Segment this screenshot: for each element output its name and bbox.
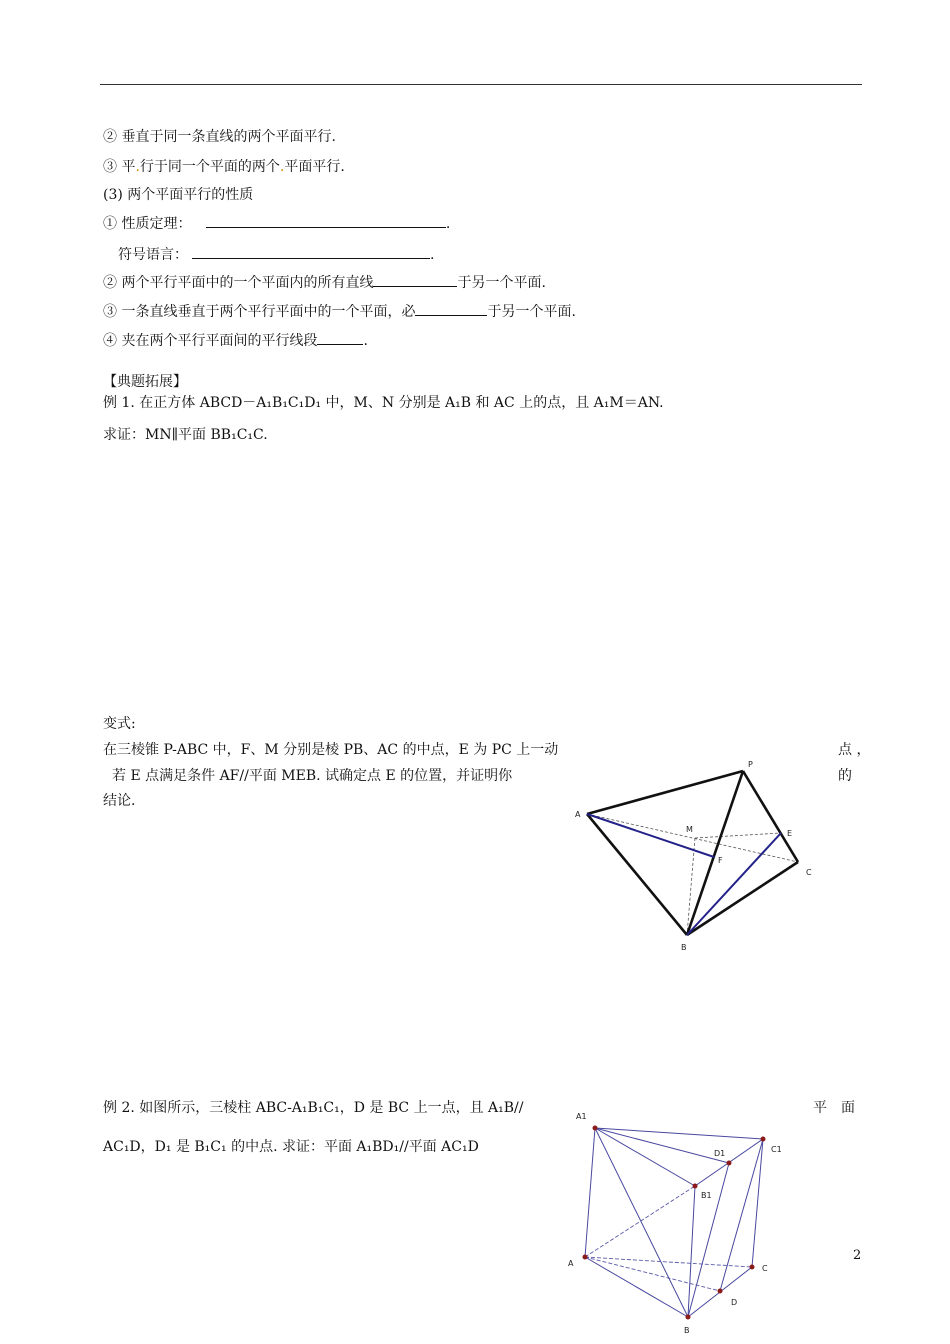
fig1-label-f: F [718, 856, 723, 865]
fig2-label-c1: C1 [771, 1145, 782, 1154]
example2-line1: 例 2. 如图所示，三棱柱 ABC-A₁B₁C₁，D 是 BC 上一点，且 A₁B// [103, 1100, 524, 1116]
fig2-label-a1: A1 [576, 1112, 587, 1121]
fig2-label-a: A [568, 1259, 574, 1268]
example2-line2: AC₁D，D₁ 是 B₁C₁ 的中点. 求证：平面 A₁BD₁//平面 AC₁D [103, 1139, 479, 1155]
fig1-label-c: C [806, 868, 812, 877]
variant-title: 变式: [103, 716, 136, 732]
text-line: ④ 夹在两个平行平面间的平行线段 . [103, 333, 368, 349]
pyramid-figure [570, 755, 820, 955]
fig2-label-b: B [684, 1326, 690, 1335]
answer-blank[interactable] [317, 331, 363, 345]
example1-line2: 求证：MN∥平面 BB₁C₁C. [103, 427, 268, 443]
answer-blank[interactable] [192, 245, 430, 259]
fig2-label-d: D [731, 1298, 738, 1307]
variant-line2: 若 E 点满足条件 AF//平面 MEB. 试确定点 E 的位置，并证明你 [112, 768, 513, 784]
fig1-label-e: E [787, 829, 793, 838]
text-line: (3) 两个平面平行的性质 [103, 187, 254, 203]
text-line: ① 性质定理： . [103, 216, 451, 232]
answer-blank[interactable] [373, 273, 457, 287]
answer-blank[interactable] [206, 214, 446, 228]
fig1-label-b: B [681, 943, 687, 952]
fig1-label-a: A [575, 810, 581, 819]
text-line: ③ 平.行于同一个平面的两个.平面平行. [103, 159, 345, 175]
variant-line3: 结论. [103, 793, 136, 809]
header-rule [100, 84, 862, 85]
prism-figure [562, 1110, 802, 1344]
page-number: 2 [853, 1248, 862, 1263]
fig2-label-b1: B1 [701, 1191, 712, 1200]
text-line: ② 两个平行平面中的一个平面内的所有直线 于另一个平面. [103, 275, 546, 291]
example1-line1: 例 1. 在正方体 ABCD－A₁B₁C₁D₁ 中，M、N 分别是 A₁B 和 AC 上的点，且 A₁M＝AN. [103, 395, 664, 411]
fig2-label-d1: D1 [714, 1149, 726, 1158]
text-line: 符号语言： . [118, 247, 435, 263]
text-line: ② 垂直于同一条直线的两个平面平行. [103, 129, 336, 145]
section-title: 【典题拓展】 [103, 374, 187, 390]
variant-line2-end: 的 [838, 768, 852, 784]
text-line: ③ 一条直线垂直于两个平行平面中的一个平面，必 于另一个平面. [103, 304, 576, 320]
variant-line1: 在三棱锥 P-ABC 中，F、M 分别是棱 PB、AC 的中点，E 为 PC 上一动 [103, 742, 559, 758]
fig1-label-m: M [686, 825, 693, 834]
variant-line1-end: 点 ， [838, 742, 871, 758]
answer-blank[interactable] [415, 302, 487, 316]
fig2-label-c: C [762, 1264, 768, 1273]
example2-line1-end: 平 面 [813, 1100, 855, 1116]
fig1-label-p: P [748, 760, 753, 769]
